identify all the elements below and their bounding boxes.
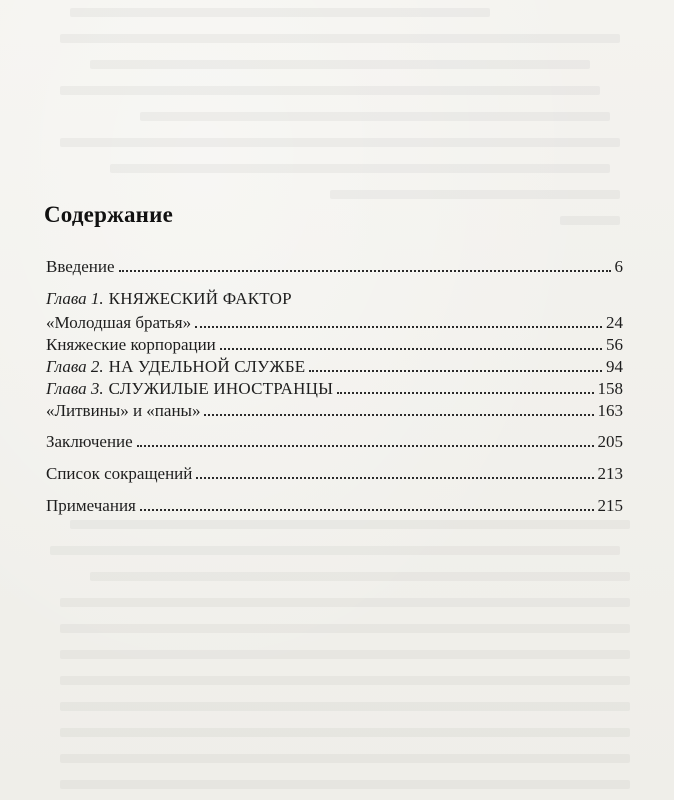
toc-entry-page: 213 [597, 464, 623, 483]
dot-leader [119, 269, 611, 272]
toc-entry-section[interactable] [46, 312, 623, 334]
dot-leader [195, 325, 602, 328]
dot-leader [337, 391, 593, 394]
toc-entry-chapter-2[interactable] [46, 356, 623, 378]
toc-entry-label: Примечания [46, 496, 136, 515]
dot-leader [137, 444, 594, 447]
toc-entry-introduction[interactable] [46, 256, 623, 278]
toc-entry-conclusion[interactable] [46, 431, 623, 453]
toc-entry-page: 6 [614, 257, 623, 276]
toc-entry-label: «Молодшая братья» [46, 313, 192, 332]
toc-entry-page: 94 [606, 357, 623, 376]
dot-leader [204, 413, 593, 416]
dot-leader [196, 476, 593, 479]
toc-entry-notes[interactable] [46, 495, 623, 517]
toc-entry-page: 158 [597, 379, 623, 398]
toc-entry-page: 205 [597, 432, 623, 451]
toc-entry-page: 24 [606, 313, 623, 332]
chapter-number: Глава 3. [46, 379, 104, 398]
toc-heading: Содержание [44, 202, 173, 227]
toc-entry-page: 215 [597, 496, 623, 515]
toc-entry-label: НА УДЕЛЬНОЙ СЛУЖБЕ [108, 357, 306, 376]
toc-entry-chapter-3[interactable] [46, 378, 623, 400]
dot-leader [220, 347, 602, 350]
toc-entry-page: 163 [597, 401, 623, 420]
toc-entry-label: КНЯЖЕСКИЙ ФАКТОР [108, 289, 292, 308]
toc-entry-section[interactable] [46, 334, 623, 356]
toc-entry-chapter-1[interactable] [46, 288, 623, 310]
toc-entry-label: «Литвины» и «паны» [46, 401, 201, 420]
chapter-number: Глава 2. [46, 357, 104, 376]
toc-entry-label: Список сокращений [46, 464, 193, 483]
toc-entry-label: Княжеские корпорации [46, 335, 216, 354]
toc-entry-label: Введение [46, 257, 115, 276]
toc-entry-label: Заключение [46, 432, 133, 451]
dot-leader [309, 369, 602, 372]
toc-entry-label: СЛУЖИЛЫЕ ИНОСТРАНЦЫ [108, 379, 334, 398]
chapter-number: Глава 1. [46, 289, 104, 308]
toc-entry-section[interactable] [46, 400, 623, 422]
toc-entry-abbreviations[interactable] [46, 463, 623, 485]
toc-entry-page: 56 [606, 335, 623, 354]
dot-leader [140, 508, 594, 511]
